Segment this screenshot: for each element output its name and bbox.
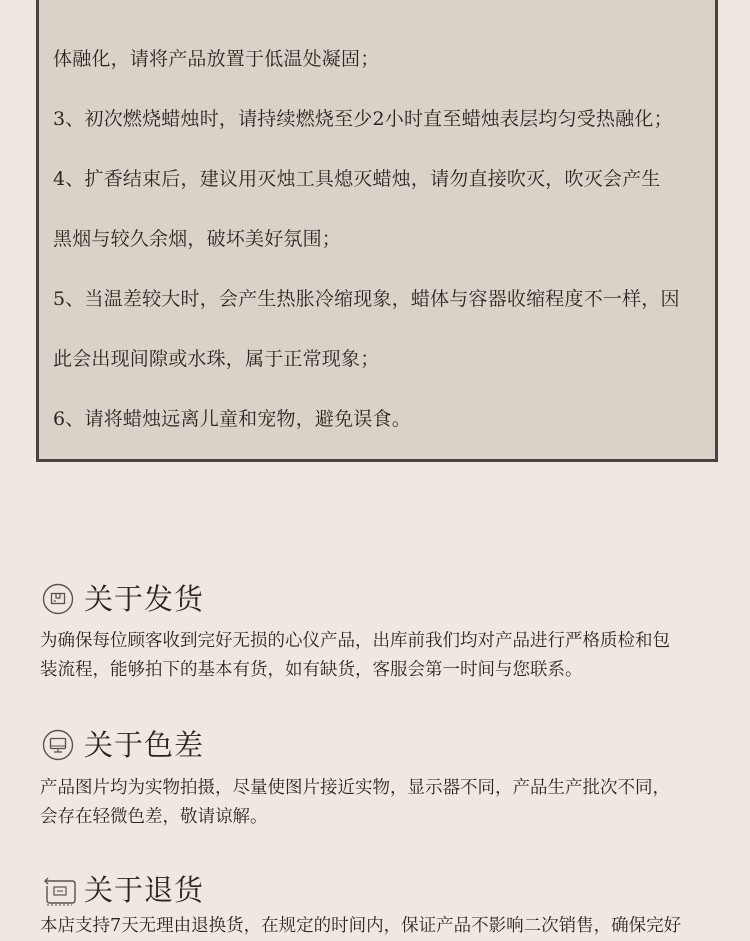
return-box-icon: [42, 874, 74, 906]
package-icon: [42, 583, 74, 615]
color-line: 产品图片均为实物拍摄，尽量使图片接近实物，显示器不同，产品生产批次不同，: [40, 778, 670, 798]
notice-line: 6、请将蜡烛远离儿童和宠物，避免误食。: [53, 408, 411, 430]
color-section-header: [42, 727, 204, 763]
shipping-line: 装流程，能够拍下的基本有货，如有缺货，客服会第一时间与您联系。: [40, 660, 583, 680]
shipping-title: 关于发货: [84, 582, 205, 616]
color-line: 会存在轻微色差，敬请谅解。: [40, 807, 268, 827]
returns-title: 关于退货: [84, 873, 205, 907]
notice-line: 体融化，请将产品放置于低温处凝固；: [53, 48, 380, 70]
notice-line: 5、当温差较大时，会产生热胀冷缩现象，蜡体与容器收缩程度不一样，因: [53, 288, 680, 310]
shipping-line: 为确保每位顾客收到完好无损的心仪产品，出库前我们均对产品进行严格质检和包: [40, 631, 670, 651]
color-text: [40, 774, 710, 832]
notice-line: 4、扩香结束后，建议用灭烛工具熄灭蜡烛，请勿直接吹灭，吹灭会产生: [53, 168, 661, 190]
returns-section-header: [42, 872, 204, 908]
notice-line: 此会出现间隙或水珠，属于正常现象；: [53, 348, 380, 370]
returns-line: 本店支持7天无理由退换货，在规定的时间内，保证产品不影响二次销售，确保完好: [40, 916, 682, 936]
color-title: 关于色差: [84, 728, 205, 762]
notice-line: 3、初次燃烧蜡烛时，请持续燃烧至少2小时直至蜡烛表层均匀受热融化；: [53, 108, 673, 130]
shipping-text: [40, 627, 710, 685]
care-notice-box: [36, 0, 718, 462]
notice-line: 黑烟与较久余烟，破坏美好氛围；: [53, 228, 342, 250]
notice-line: [53, 0, 661, 1]
returns-text: [40, 912, 710, 941]
shipping-section-header: [42, 581, 204, 617]
monitor-icon: [42, 729, 74, 761]
